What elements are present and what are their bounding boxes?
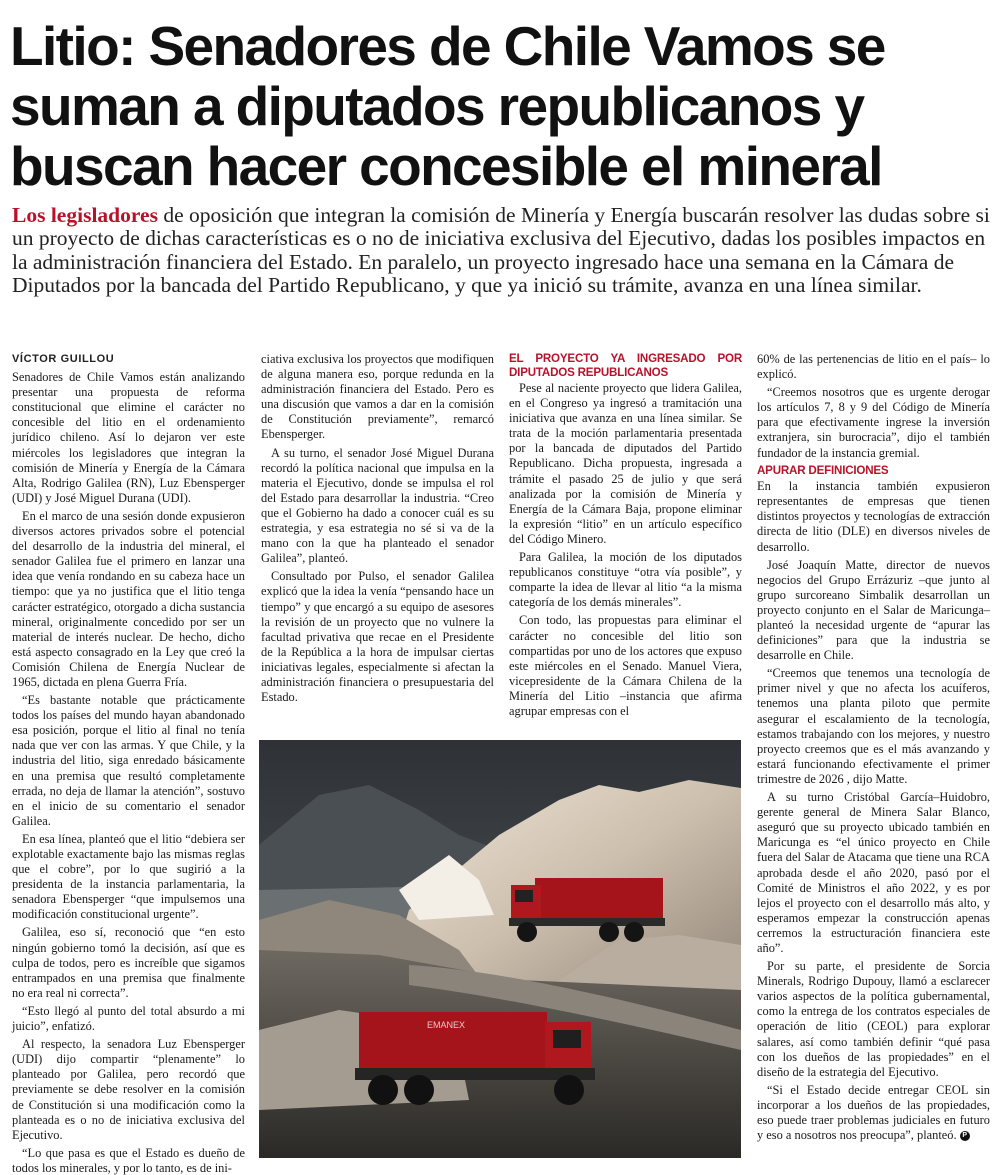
article-column-1	[12, 352, 245, 1175]
article-column-2	[261, 352, 494, 708]
subheading: EL PROYECTO YA INGRESADO POR DIPUTADOS REPUBLICANOS	[509, 352, 742, 379]
paragraph: Al respecto, la senadora Luz Ebensperger (UDI) dijo compartir “plenamente” lo planteado por Galilea, pero recordó que previamente se debe resolver en la comisión de Constitución si una modificación como la planteada es o no de iniciativa exclusiva del Ejecutivo.	[12, 1037, 245, 1142]
paragraph: Senadores de Chile Vamos están analizando presentar una propuesta de reforma constitucional que elimine el carácter no concesible del litio en el ordenamiento jurídico chileno. Así lo dejaron ver este miércoles los legisladores que integran la comisión de Minería y Energía de la Cámara Alta, Rodrigo Galilea (RN), Luz Ebensperger (UDI) y José Miguel Durana (UDI).	[12, 370, 245, 505]
truck-bed	[535, 878, 663, 918]
paragraph: Galilea, eso sí, reconoció que “en esto ningún gobierno tomó la decisión, así que es culpa de todos, pero es increíble que sigamos entrampados en una premisa que finalmente no era real ni correcta”.	[12, 925, 245, 1000]
truck-window	[553, 1030, 581, 1048]
paragraph: “Creemos nosotros que es urgente derogar los artículos 7, 8 y 9 del Código de Minería para que efectivamente ingrese la inversión extranjera, sin burocracia”, dijo el también fundador de la instancia gremial.	[757, 385, 990, 460]
truck-window	[515, 890, 533, 902]
paragraph: “Esto llegó al punto del total absurdo a mi juicio”, enfatizó.	[12, 1003, 245, 1034]
article-column-4	[757, 352, 990, 1146]
lead-paragraph	[12, 204, 992, 298]
truck-wheel	[624, 922, 644, 942]
paragraph: 60% de las pertenencias de litio en el país– lo explicó.	[757, 352, 990, 382]
subheading: APURAR DEFINICIONES	[757, 463, 889, 477]
paragraph: Para Galilea, la moción de los diputados republicanos constituye “otra vía posible”, y comparte la idea de llevar al litio “a la misma categoría de los demás minerales”.	[509, 550, 742, 610]
paragraph: Con todo, las propuestas para eliminar el carácter no concesible del litio son compartidas por uno de los actores que expuso este miércoles en el Senado. Manuel Viera, vicepresidente de la Cámara Chilena de la Minería del Litio –instancia que afirma agrupar empresas con el	[509, 613, 742, 718]
truck-wheel	[599, 922, 619, 942]
truck-wheel	[404, 1075, 434, 1105]
paragraph	[757, 1083, 990, 1143]
paragraph: En la instancia también expusieron representantes de empresas que tienen distintos proyectos y tecnologías de extracción directa de litio (DLE) en diversos niveles de desarrollo.	[757, 479, 990, 554]
paragraph: Por su parte, el presidente de Sorcia Minerals, Rodrigo Dupouy, llamó a esclarecer varios aspectos de la política gubernamental, como la entrega de los contratos especiales de operación de litio (CEOL) para explorar salares, así como también definir “qué pasa con los dueños de las propiedades” en el diseño de la estrategia del Ejecutivo.	[757, 959, 990, 1079]
lead-highlight: Los legisladores	[12, 203, 158, 227]
truck-wheel	[368, 1075, 398, 1105]
byline: VÍCTOR GUILLOU	[12, 353, 115, 365]
headline-line-2: suman a diputados republicanos y	[10, 75, 864, 137]
paragraph: A su turno Cristóbal García–Huidobro, gerente general de Minera Salar Blanco, aseguró que su proyecto ubicado también en Maricunga es “el único proyecto en Chile fuera del Salar de Atacama que tiene una RCA aprobada desde el año 2020, pasó por el Comité de Ministros el año 2022, y es por lejos el proyecto con el desarrollo más alto, y esperamos empezar la construcción apenas cerremos la estructuración financiera este año”.	[757, 790, 990, 955]
paragraph: En esa línea, planteó que el litio “debiera ser explotable exactamente bajo las mismas reglas que el cobre”, por lo que sugirió a la presidenta de la instancia parlamentaria, la senadora Ebensperger “que impulsemos una modificación constitucional urgente”.	[12, 831, 245, 922]
paragraph: Consultado por Pulso, el senador Galilea explicó que la idea la venía “pensando hace un tiempo” y que encargó a su equipo de asesores la revisión de un proyecto que no vulnere la facultad privativa que recae en el Presidente de la República a la hora de impulsar ciertas iniciativas legales, especialmente si afectan la administración financiera o presupuestaria del Estado.	[261, 569, 494, 705]
paragraph: En el marco de una sesión donde expusieron diversos actores privados sobre el potencial del desarrollo de la industria del mineral, el senador Galilea fue el primero en lanzar una idea que venía rondando en su cabeza hace un tiempo: que ya no justifica que el litio tenga carácter estratégico, otorgado a dicha sustancia mineral, originalmente concedido por ser un material de interés nuclear. De hecho, dicho está aspecto consagrado en la Ley que creó la Comisión Chilena de Energía Nuclear de 1965, dictada en plena Guerra Fría.	[12, 508, 246, 689]
paragraph: “Lo que pasa es que el Estado es dueño de todos los minerales, y por lo tanto, es de ini-	[12, 1145, 245, 1175]
paragraph-text: “Si el Estado decide entregar CEOL sin incorporar a los dueños de las propiedades, eso puede traer problemas judiciales en futuro y eso a nosotros nos preocupa”, planteó.	[757, 1082, 990, 1143]
paragraph: “Es bastante notable que prácticamente todos los países del mundo hayan abandonado esa posición, porque el litio al final no tenía nada que ver con las armas. Y que Chile, y la industria del litio, siga enredado básicamente en una premisa que resultó completamente errada, no deja de llamar la atención”, sostuvo en el inicio de su comentario el senador Galilea.	[12, 693, 245, 828]
headline-line-1: Litio: Senadores de Chile Vamos se	[10, 15, 885, 77]
article-column-3	[509, 350, 742, 722]
article-photo	[259, 740, 741, 1158]
headline-line-3: buscan hacer concesible el mineral	[10, 135, 882, 197]
truck-wheel	[517, 922, 537, 942]
truck-label: EMANEX	[427, 1020, 466, 1030]
paragraph: A su turno, el senador José Miguel Durana recordó la política nacional que impulsa en la materia el Ejecutivo, donde se impulsa el rol del Estado para desarrollar la industria. “Creo que el Gobierno ha dado a conocer cuál es su estrategia, y esa estrategia no sé si va de la mano con la que ha planteado el senador Galilea”, planteó.	[261, 445, 494, 566]
truck-wheel	[554, 1075, 584, 1105]
paragraph: “Creemos que tenemos una tecnología de primer nivel y que no afecta los acuíferos, tenemos una planta piloto que permite asegurar el escalamiento de la tecnología, estamos trabajando con los mejores, y nuestro proyecto creemos que es el más avanzando y estará funcionando efectivamente el primer trimestre de 2026 , dijo Matte.	[757, 666, 990, 786]
paragraph: José Joaquín Matte, director de nuevos negocios del Grupo Errázuriz –que junto al grupo surcoreano Simbalik desarrollan un proyecto conjunto en el Salar de Maricunga– planteó la necesidad urgente de “apurar las definiciones” para que la industria se desarrolle en Chile.	[757, 557, 990, 663]
paragraph: Pese al naciente proyecto que lidera Galilea, en el Congreso ya ingresó a tramitación una iniciativa que avanza en una línea similar. Se trata de la moción parlamentaria presentada por la bancada de diputados del Partido Republicano. Dicha propuesta, ingresada a trámite el pasado 25 de julio y que será analizada por la comisión de Minería y Energía de la Cámara Baja, propone eliminar la expresión “litio” en un artículo específico del Código Minero.	[509, 381, 742, 546]
mine-trucks-photo	[259, 740, 741, 1158]
lead-text: de oposición que integran la comisión de Minería y Energía buscarán resolver las dudas sobre si un proyecto de dichas características es o no de iniciativa exclusiva del Ejecutivo, dadas los posibles impactos en la administración financiera del Estado. En paralelo, un proyecto ingresado hace una semana en la Cámara de Diputados por la bancada del Partido Republicano, y que ya inició su trámite, avanza en una línea similar.	[12, 203, 990, 298]
end-mark-icon: P	[960, 1131, 970, 1141]
headline	[10, 16, 990, 196]
paragraph: ciativa exclusiva los proyectos que modifiquen de alguna manera eso, porque redunda en la administración financiera del Estado. Pero es una discusión que vamos a dar en la comisión de Constitución previamente”, remarcó Ebensperger.	[261, 352, 494, 442]
